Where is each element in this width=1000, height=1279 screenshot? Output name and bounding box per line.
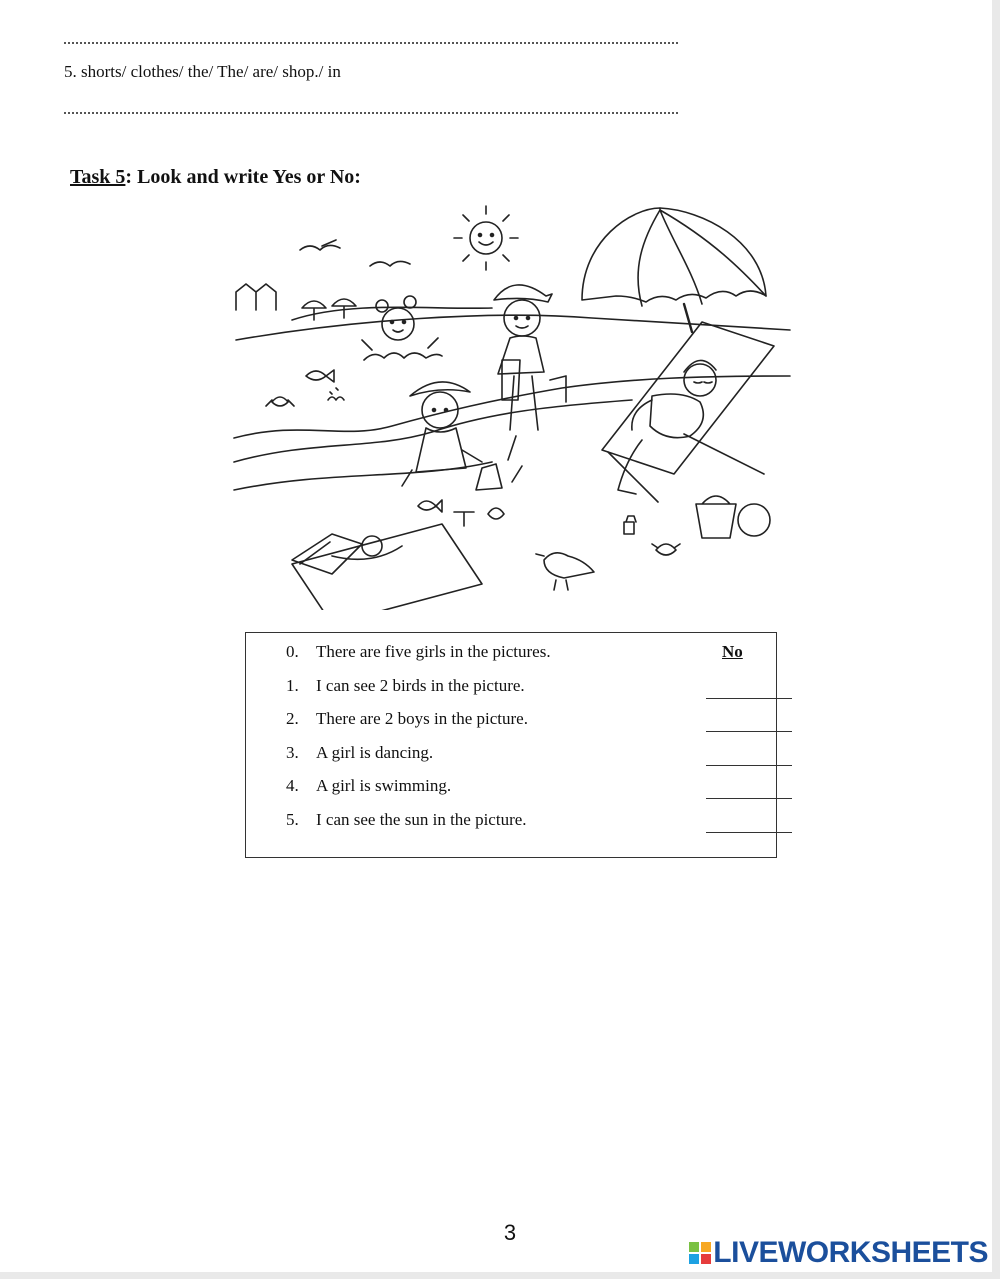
shell-icon <box>488 508 504 519</box>
shovel-icon <box>454 512 474 526</box>
boy-with-bucket-icon <box>494 285 566 430</box>
bird-icon <box>300 240 340 250</box>
bird-icon <box>370 261 410 266</box>
question-row-5 <box>286 810 756 836</box>
question-text: There are five girls in the pictures. <box>316 642 551 661</box>
girl-on-deck-chair-icon <box>602 322 774 502</box>
answer-blank-3[interactable] <box>706 747 792 766</box>
liveworksheets-logo-icon <box>689 1242 711 1264</box>
sand-line <box>234 462 492 490</box>
sunscreen-icon <box>624 516 636 534</box>
crab-icon <box>266 397 294 406</box>
horizon-line <box>236 315 790 340</box>
example-answer: No <box>722 642 743 661</box>
answer-line-prev <box>64 42 678 44</box>
question-text: A girl is swimming. <box>316 776 452 795</box>
question-table <box>245 632 777 858</box>
answer-line-5[interactable] <box>64 112 678 114</box>
brand-name: LIVEWORKSHEETS <box>713 1236 988 1269</box>
question-row-0 <box>286 642 756 668</box>
fish-icon <box>306 370 334 382</box>
sandcastle-icon <box>476 464 502 490</box>
answer-blank-2[interactable] <box>706 713 792 732</box>
answer-blank-5[interactable] <box>706 814 792 833</box>
beach-ball-icon <box>738 504 770 536</box>
question-row-3 <box>286 743 756 769</box>
seagull-icon <box>536 553 594 590</box>
beach-umbrella-icon <box>582 208 766 332</box>
towel-and-book-icon <box>292 524 482 610</box>
question-text: There are 2 boys in the picture. <box>316 709 528 728</box>
sun-icon <box>454 206 518 270</box>
question-number: 3. <box>286 743 299 762</box>
beach-huts-icon <box>236 284 356 320</box>
bucket-icon <box>696 496 736 538</box>
task-instruction: : Look and write Yes or No: <box>125 166 361 188</box>
page-number: 3 <box>503 1220 517 1245</box>
scrambled-sentence-5 <box>64 62 341 82</box>
question-number: 2. <box>286 709 299 728</box>
sentence-words: shorts/ clothes/ the/ The/ are/ shop./ in <box>81 62 341 81</box>
task-title <box>70 166 361 189</box>
question-text: I can see the sun in the picture. <box>316 810 527 829</box>
question-row-4 <box>286 776 756 802</box>
answer-blank-1[interactable] <box>706 680 792 699</box>
question-row-2 <box>286 709 756 735</box>
beach-scene-illustration <box>232 200 792 610</box>
question-row-1 <box>286 676 756 702</box>
seaweed-icon <box>328 388 344 400</box>
task-label: Task 5 <box>70 166 126 188</box>
liveworksheets-brand[interactable] <box>689 1236 988 1270</box>
sentence-number: 5. <box>64 62 77 81</box>
question-number: 4. <box>286 776 299 795</box>
question-number: 0. <box>286 642 299 661</box>
answer-blank-4[interactable] <box>706 780 792 799</box>
question-text: I can see 2 birds in the picture. <box>316 676 525 695</box>
crab-icon <box>652 544 680 555</box>
girl-swimming-icon <box>362 296 442 360</box>
question-text: A girl is dancing. <box>316 743 434 762</box>
fish-toy-icon <box>418 500 442 512</box>
question-number: 5. <box>286 810 299 829</box>
question-number: 1. <box>286 676 299 695</box>
